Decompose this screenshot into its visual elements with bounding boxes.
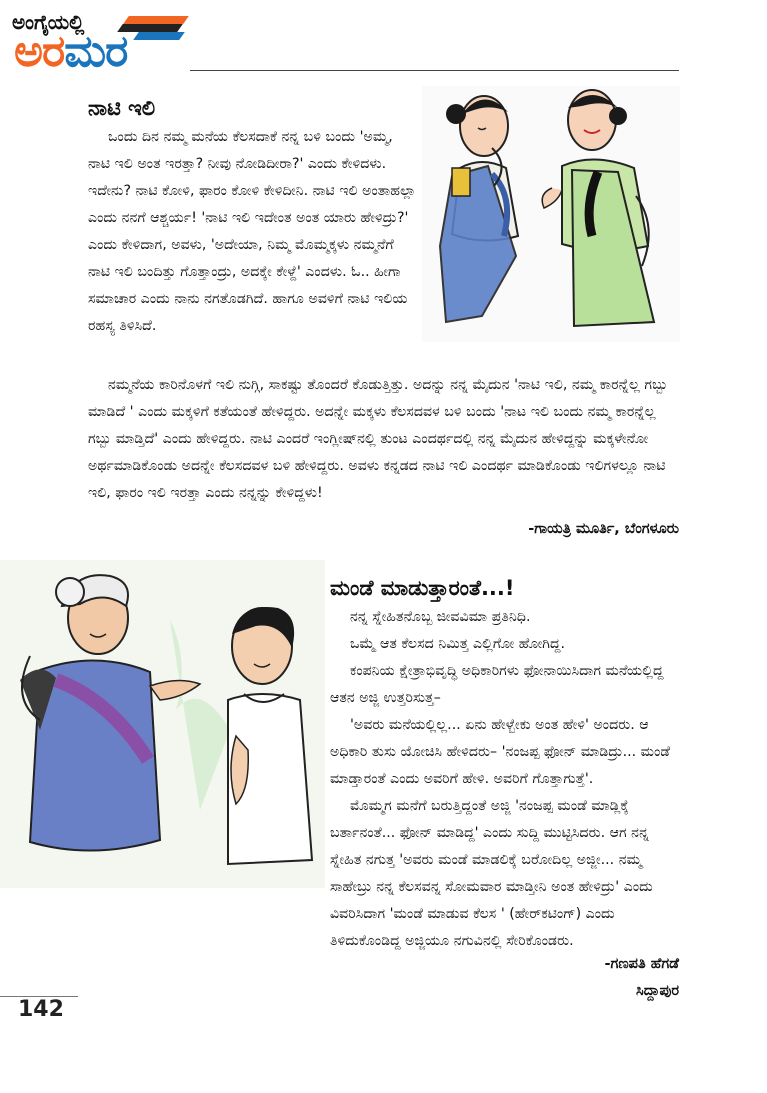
article1-body-bottom: [88, 372, 680, 507]
article1-signature: -ಗಾಯತ್ರಿ ಮೂರ್ತಿ, ಬೆಂಗಳೂರು: [528, 521, 679, 537]
header-divider: [190, 70, 679, 71]
article1-paragraph-1: ಒಂದು ದಿನ ನಮ್ಮ ಮನೆಯ ಕೆಲಸದಾಕೆ ನನ್ನ ಬಳಿ ಬಂದು 'ಅಮ್ಮ, ನಾಟಿ ಇಲಿ ಅಂತ ಇರತ್ತಾ? ನೀವು ನೋಡಿದೀರಾ?' ಎಂದು ಕೇಳಿದಳು. ಇದೇನು? ನಾಟಿ ಕೋಳಿ, ಫಾರಂ ಕೋಳಿ ಕೇಳಿದೀನಿ. ನಾಟಿ ಇಲಿ ಅಂತಾಹಲ್ಲಾ ಎಂದು ನನಗೆ ಆಶ್ಚರ್ಯ! 'ನಾಟಿ ಇಲಿ ಇದೇಂತ ಅಂತ ಯಾರು ಹೇಳಿದ್ರು?' ಎಂದು ಕೇಳಿದಾಗ, ಅವಳು, 'ಅದೇಯಾ, ನಿಮ್ಮ ಮೊಮ್ಮಕ್ಕಳು ನಮ್ಮನೆಗೆ ನಾಟಿ ಇಲಿ ಬಂದಿತ್ತು ಗೊತ್ತಾಂದ್ರು, ಅದಕ್ಕೇ ಕೇಳ್ದೆ' ಎಂದಳು. ಓ.. ಹೀಗಾ ಸಮಾಚಾರ ಎಂದು ನಾನು ನಗತೊಡಗಿದೆ. ಹಾಗೂ ಅವಳಿಗೆ ನಾಟಿ ಇಲಿಯ ರಹಸ್ಯ ತಿಳಿಸಿದೆ.: [88, 129, 416, 334]
article2-paragraph-1: ನನ್ನ ಸ್ನೇಹಿತನೊಬ್ಬ ಜೀವವಿಮಾ ಪ್ರತಿನಿಧಿ.: [350, 609, 531, 625]
article2-paragraph-3: ಕಂಪನಿಯ ಕ್ಷೇತ್ರಾಭಿವೃದ್ಧಿ ಅಧಿಕಾರಿಗಳು ಫೋನಾಯಿಸಿದಾಗ ಮನೆಯಲ್ಲಿದ್ದ ಆತನ ಅಜ್ಜಿ ಉತ್ತರಿಸುತ್ತ–: [330, 663, 664, 706]
article2-title: ಮಂಡೆ ಮಾಡುತ್ತಾರಂತೆ...!: [330, 576, 515, 600]
article2-body-top: [330, 604, 680, 793]
logo-wordmark: [14, 26, 128, 77]
two-women-talking-illustration: [422, 86, 680, 342]
article2-paragraph-5: ಮೊಮ್ಮಗ ಮನೆಗೆ ಬರುತ್ತಿದ್ದಂತೆ ಅಜ್ಜಿ 'ನಂಜಪ್ಪ ಮಂಡೆ ಮಾಡ್ಲಿಕ್ಕೆ ಬರ್ತಾನಂತೆ... ಫೋನ್ ಮಾಡಿದ್ದ' ಎಂದು ಸುದ್ದಿ ಮುಟ್ಟಿಸಿದರು. ಆಗ ನನ್ನ ಸ್ನೇಹಿತ ನಗುತ್ತ 'ಅವರು ಮಂಡೆ ಮಾಡಲಿಕ್ಕೆ ಬರೋದಿಲ್ಲ ಅಜ್ಜೀ... ನಮ್ಮ ಸಾಹೇಬ್ರು ನನ್ನ ಕೆಲಸವನ್ನ ಸೋಮವಾರ ಮಾಡ್ತೀನಿ ಅಂತ ಹೇಳಿದ್ರು' ಎಂದು ವಿವರಿಸಿದಾಗ 'ಮಂಡೆ ಮಾಡುವ ಕೆಲಸ ' (ಹೇರ್‌ಕಟಿಂಗ್) ಎಂದು ತಿಳಿದುಕೊಂಡಿದ್ದ ಅಜ್ಜಿಯೂ ನಗುವಿನಲ್ಲಿ ಸೇರಿಕೊಂಡರು.: [330, 798, 653, 949]
article2-paragraph-4: 'ಅವರು ಮನೆಯಲ್ಲಿಲ್ಲ... ಏನು ಹೇಳ್ಬೇಕು ಅಂತ ಹೇಳಿ' ಅಂದರು. ಆ ಅಧಿಕಾರಿ ತುಸು ಯೋಚಿಸಿ ಹೇಳಿದರು– 'ನಂಜಪ್ಪ ಫೋನ್ ಮಾಡಿದ್ರು... ಮಂಡೆ ಮಾಡ್ತಾರಂತೆ ಎಂದು ಅವರಿಗೆ ಹೇಳಿ. ಅವರಿಗೆ ಗೊತ್ತಾಗುತ್ತೆ'.: [330, 717, 670, 787]
page-number: 142: [18, 997, 64, 1022]
logo-wordmark-part2: ಮರ: [64, 26, 128, 77]
article2-signature-place: ಸಿದ್ದಾಪುರ: [636, 983, 679, 999]
article1-title: ನಾಟಿ ಇಲಿ: [88, 96, 156, 120]
logo-stripe-orange: [123, 16, 189, 24]
article2-signature-name: -ಗಣಪತಿ ಹೆಗಡೆ: [604, 956, 679, 972]
magazine-logo: [8, 6, 188, 84]
article1-body-top: [88, 124, 418, 340]
article1-paragraph-2: ನಮ್ಮನೆಯ ಕಾರಿನೊಳಗೆ ಇಲಿ ನುಗ್ಗಿ, ಸಾಕಷ್ಟು ತೊಂದರೆ ಕೊಡುತ್ತಿತ್ತು. ಅದನ್ನು ನನ್ನ ಮೈದುನ 'ನಾಟಿ ಇಲಿ, ನಮ್ಮ ಕಾರನ್ನೆಲ್ಲ ಗಬ್ಬು ಮಾಡಿದೆ ' ಎಂದು ಮಕ್ಕಳಿಗೆ ಕತೆಯಂತೆ ಹೇಳಿದ್ದರು. ಅದನ್ನೇ ಮಕ್ಕಳು ಕೆಲಸದವಳ ಬಳಿ ಬಂದು 'ನಾಟ ಇಲಿ ಬಂದು ನಮ್ಮ ಕಾರನ್ನೆಲ್ಲ ಗಬ್ಬು ಮಾಡ್ತಿದೆ' ಎಂದು ಹೇಳಿದ್ದರು. ನಾಟಿ ಎಂದರೆ ಇಂಗ್ಲೀಷ್‌ನಲ್ಲಿ ತುಂಟ ಎಂದರ್ಥದಲ್ಲಿ ನನ್ನ ಮೈದುನ ಹೇಳಿದ್ದನ್ನು ಮಕ್ಕಳೇನೋ ಅರ್ಥಮಾಡಿಕೊಂಡು ಅದನ್ನೇ ಕೆಲಸದವಳ ಬಳಿ ಹೇಳಿದ್ದರು. ಅವಳು ಕನ್ನಡದ ನಾಟಿ ಇಲಿ ಎಂದರ್ಥ ಮಾಡಿಕೊಂಡು ಇಲಿಗಳಲ್ಲೂ ನಾಟಿ ಇಲಿ, ಫಾರಂ ಇಲಿ ಇರತ್ತಾ ಎಂದು ನನ್ನನ್ನು ಕೇಳಿದ್ದಳು!: [88, 377, 668, 501]
logo-tagline: ಅಂಗೈಯಲ್ಲಿ: [12, 10, 85, 34]
grandmother-and-young-man-illustration: [0, 560, 325, 888]
logo-wordmark-part1: ಅರ: [14, 26, 65, 77]
article2-paragraph-2: ಒಮ್ಮೆ ಆತ ಕೆಲಸದ ನಿಮಿತ್ತ ಎಲ್ಲಿಗೋ ಹೋಗಿದ್ದ.: [350, 636, 566, 652]
logo-stripe-blue: [133, 32, 185, 40]
